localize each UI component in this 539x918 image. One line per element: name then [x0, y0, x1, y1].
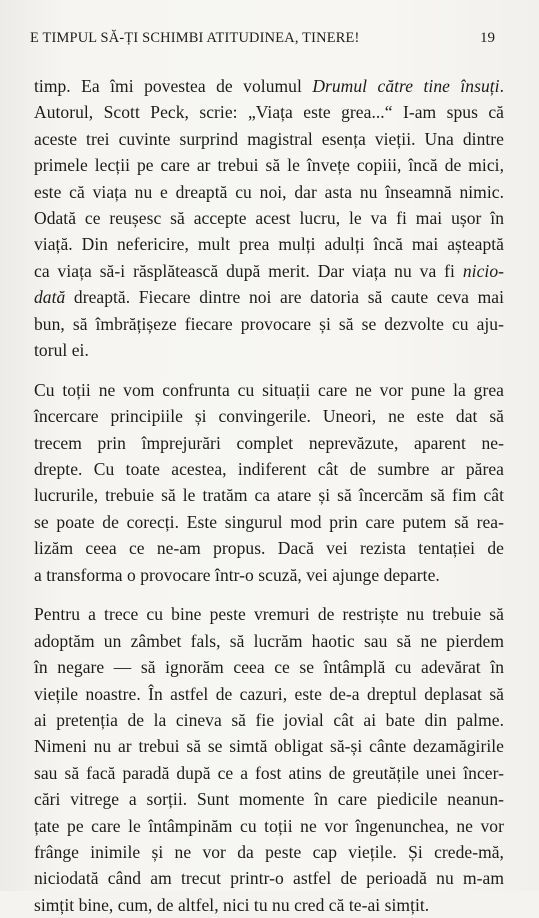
paragraph [34, 601, 504, 918]
text-line [34, 258, 504, 284]
text-line [34, 456, 504, 482]
text-segment: țate pe care le întâmpinăm cu toții ne vor îngenunchea, ne vor [34, 815, 504, 836]
text-segment: aceste trei cuvinte surprind magistral esența vieții. Una dintre [34, 128, 504, 149]
text-segment: în negare — să ignorăm ceea ce se întâmplă cu adevărat în [34, 657, 504, 678]
text-line [34, 403, 504, 429]
paragraph-gap [34, 588, 504, 602]
page-header [30, 30, 495, 50]
text-segment: . [499, 76, 505, 96]
text-segment: torul ei. [34, 339, 89, 360]
text-segment: simțit bine, cum, de altfel, nici tu nu cred că te-ai simțit. [34, 894, 430, 915]
text-line [34, 760, 504, 786]
text-segment: lizăm ceea ce ne-am propus. Dacă vei rezista tentației de [34, 538, 504, 559]
paragraph [34, 377, 504, 588]
text-segment: ai pretenția de la cineva să fie jovial cât ai bate din palme. [34, 709, 504, 730]
text-segment: este că viața nu e dreaptă cu noi, dar asta nu înseamnă nimic. [34, 181, 504, 202]
text-line [34, 601, 504, 627]
text-segment: viață. Din nefericire, mult prea mulți adulți încă mai așteaptă [34, 234, 504, 255]
text-line [34, 377, 504, 403]
text-segment: niciodată când am trecut printr-o astfel de perioadă nu m-am [34, 868, 504, 889]
text-line [34, 892, 504, 918]
text-line [34, 430, 504, 456]
text-segment: nicio- [462, 260, 504, 281]
page-number: 19 [480, 30, 495, 46]
text-line [34, 865, 504, 891]
text-line [34, 482, 504, 508]
text-segment: adoptăm un zâmbet fals, să lucrăm haotic sau să ne pierdem [34, 630, 504, 651]
text-segment: se poate de corecți. Este singurul mod prin care putem să rea- [34, 511, 504, 532]
text-segment: bun, să îmbrățișeze fiecare provocare și să se dezvolte cu aju- [34, 313, 504, 334]
text-segment: Nimeni nu ar trebui să se simtă obligat să-și cânte dezamăgirile [34, 736, 504, 757]
text-segment: primele lecții pe care ar trebui să le învețe copiii, încă de mici, [34, 155, 504, 176]
text-line [34, 681, 504, 707]
text-segment: drepte. Cu toate acestea, indiferent cât de sumbre ar părea [34, 458, 504, 479]
text-line [34, 654, 504, 680]
text-line [34, 628, 504, 654]
text-line [34, 707, 504, 733]
text-segment: timp. Ea îmi povestea de volumul [34, 76, 313, 96]
text-line [34, 99, 504, 125]
text-line [34, 733, 504, 759]
text-line [34, 786, 504, 812]
text-line [34, 311, 504, 337]
text-segment: viețile noastre. În astfel de cazuri, este de-a dreptul deplasat să [34, 683, 504, 704]
text-segment: lucrurile, trebuie să le tratăm ca atare și să încercăm să fim cât [34, 485, 504, 506]
paragraph-gap [34, 363, 504, 377]
text-line [34, 231, 504, 257]
text-line [34, 535, 504, 561]
text-segment: dată [34, 287, 66, 308]
text-segment: sau să facă paradă după ce a fost atins de greutățile unei încer- [34, 762, 504, 783]
text-segment: a transforma o provocare într-o scuză, vei ajunge departe. [34, 564, 440, 585]
text-segment: ca viața să-i răsplătească după merit. Dar viața nu va fi [34, 260, 463, 281]
text-segment: Pentru a trece cu bine peste vremuri de restriște nu trebuie să [34, 604, 504, 625]
text-segment: Odată ce reușesc să accepte acest lucru, le va fi mai ușor în [34, 207, 504, 228]
text-line [34, 126, 504, 152]
text-line [34, 73, 504, 99]
text-segment: cări vitrege a sorții. Sunt momente în care piedicile neanun- [34, 789, 504, 810]
text-line [34, 562, 504, 588]
text-line [34, 337, 504, 363]
paragraph [34, 73, 504, 363]
text-line [34, 839, 504, 865]
text-segment: dreaptă. Fiecare dintre noi are datoria să caute ceva mai [65, 287, 504, 308]
text-segment: frânge inimile și ne vor da peste cap viețile. Și crede-mă, [34, 841, 504, 862]
text-segment: Cu toții ne vom confrunta cu situații care ne vor pune la grea [34, 379, 504, 400]
text-line [34, 813, 504, 839]
text-line [34, 205, 504, 231]
text-segment: încercare principiile și convingerile. Uneori, ne este dat să [34, 406, 504, 427]
text-segment: trecem prin împrejurări complet neprevăzute, aparent ne- [34, 432, 504, 453]
text-segment: Drumul către tine însuți [312, 76, 500, 96]
text-line [34, 179, 504, 205]
running-title: E TIMPUL SĂ-ȚI SCHIMBI ATITUDINEA, TINERE! [30, 30, 360, 46]
text-line [34, 284, 504, 310]
text-line [34, 152, 504, 178]
body-text [34, 73, 504, 918]
text-segment: Autorul, Scott Peck, scrie: „Viața este grea...“ I-am spus că [34, 102, 504, 123]
text-line [34, 509, 504, 535]
